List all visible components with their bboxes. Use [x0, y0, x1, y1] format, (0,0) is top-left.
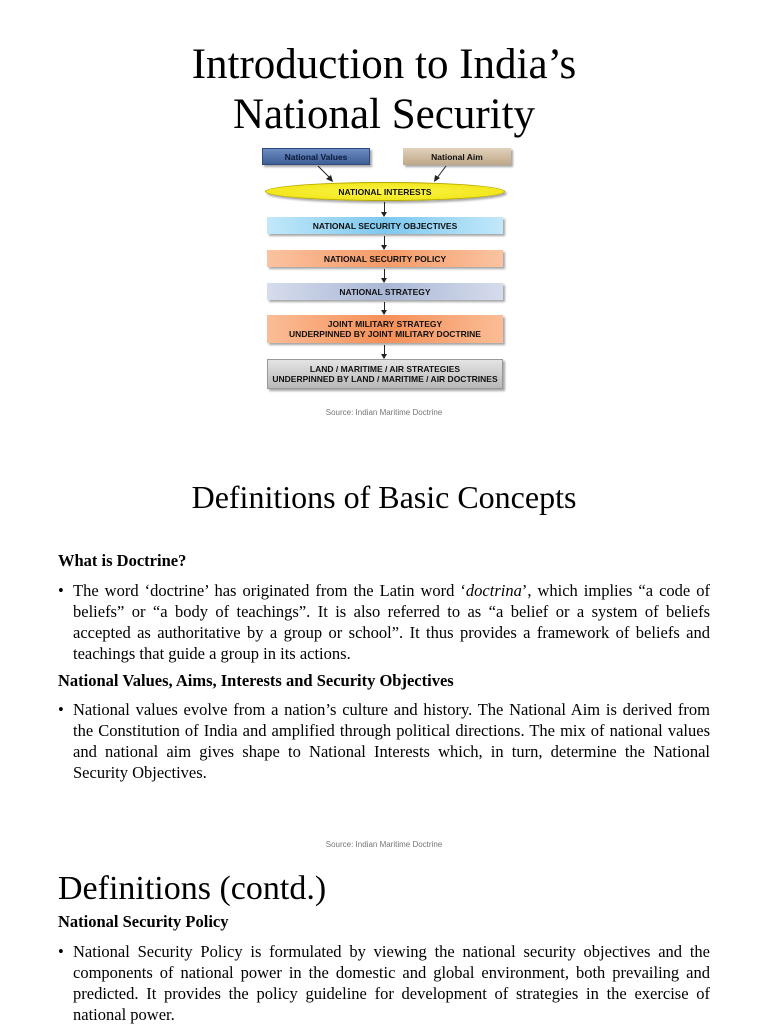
bullet-mark: •: [58, 942, 64, 961]
aim-arrow-head: [434, 175, 440, 182]
slide1-title-line2: National Security: [232, 91, 536, 138]
slide1-source: Source: Indian Maritime Doctrine: [325, 408, 443, 417]
security-policy-box: NATIONAL SECURITY POLICY: [267, 250, 503, 267]
arrow-4: [384, 302, 385, 314]
joint-military-strategy-box: JOINT MILITARY STRATEGY UNDERPINNED BY JOINT MILITARY DOCTRINE: [267, 315, 503, 343]
bullet-mark: •: [58, 581, 64, 600]
slide3-title: Definitions (contd.): [58, 870, 327, 907]
slide2-title: Definitions of Basic Concepts: [191, 479, 577, 515]
land-maritime-air-box: LAND / MARITIME / AIR STRATEGIES UNDERPINNED BY LAND / MARITIME / AIR DOCTRINES: [267, 359, 503, 389]
bullet-mark: •: [58, 700, 64, 719]
doctrine-heading: What is Doctrine?: [58, 551, 187, 570]
national-values-heading: National Values, Aims, Interests and Security Objectives: [58, 671, 454, 690]
national-values-bullet: • National values evolve from a nation’s culture and history. The National Aim is derived from the Constitution of India and amplified through political directions. The mix of national values and national aim gives shape to National Interests which, in turn, determine the National Security Objectives.: [58, 700, 710, 782]
aim-arrow-line: [437, 166, 446, 178]
slide2-source: Source: Indian Maritime Doctrine: [325, 840, 443, 849]
arrow-5: [384, 345, 385, 358]
security-policy-bullet: • National Security Policy is formulated by viewing the national security objectives and the components of national power in the domestic and global environment, both prevailing and predicted. It provides the policy guideline for development of strategies in the exercise of national power.: [58, 942, 710, 1024]
national-aim-box: National Aim: [403, 148, 511, 165]
national-values-box: National Values: [262, 148, 370, 165]
arrow-1: [384, 202, 385, 216]
arrow-3: [384, 269, 385, 282]
slide1-title-line1: Introduction to India’s: [191, 41, 577, 88]
doctrine-bullet: • The word ‘doctrine’ has originated from the Latin word ‘doctrina’, which implies “a code of beliefs” or “a body of teachings”. It is also referred to as “a belief or a system of beliefs accepted as authoritative by a group or school”. It thus provides a framework of beliefs and teachings that guide a group in its actions.: [58, 581, 710, 663]
security-policy-heading: National Security Policy: [58, 912, 229, 931]
values-arrow-line: [318, 166, 330, 178]
values-arrow-head: [326, 175, 333, 182]
national-strategy-box: NATIONAL STRATEGY: [267, 283, 503, 300]
security-objectives-box: NATIONAL SECURITY OBJECTIVES: [267, 217, 503, 234]
arrow-2: [384, 236, 385, 249]
security-hierarchy-diagram: [0, 0, 768, 440]
national-interests-ellipse: NATIONAL INTERESTS: [265, 182, 505, 201]
